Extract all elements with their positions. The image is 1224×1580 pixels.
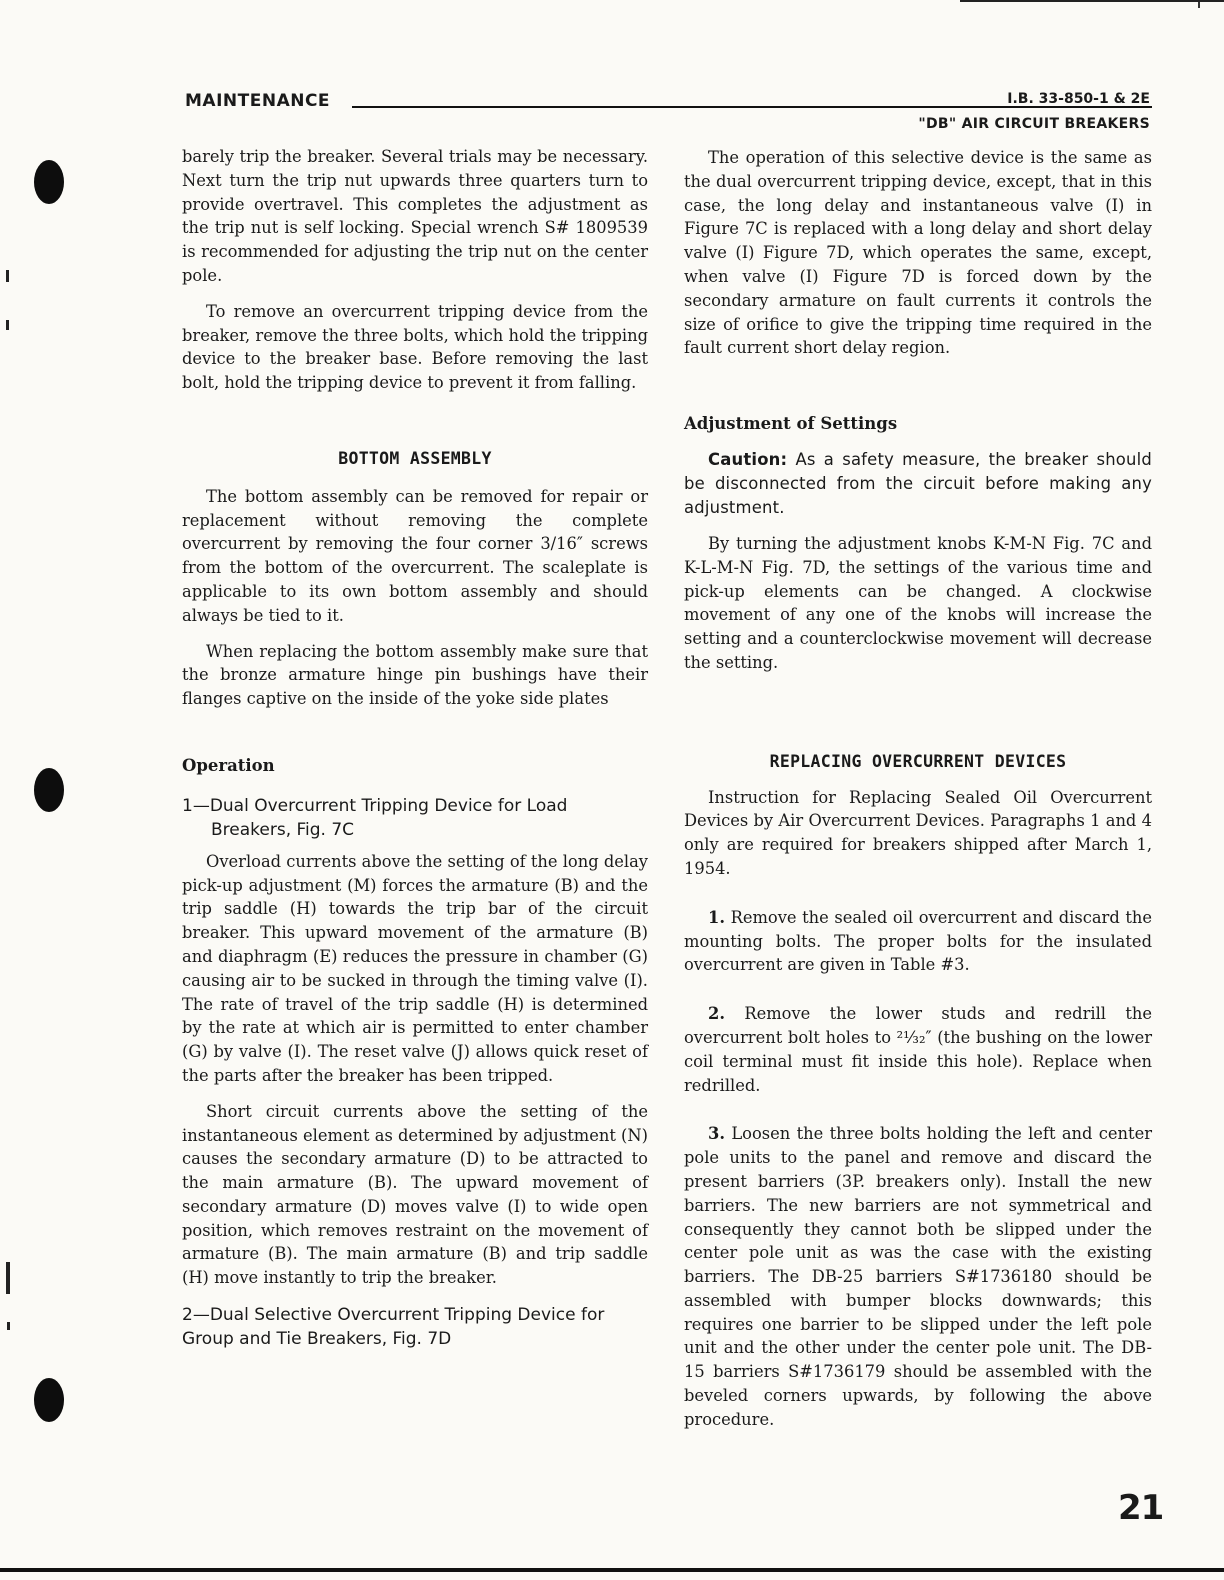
section-header: MAINTENANCE: [185, 91, 331, 111]
binder-hole-1: [34, 160, 64, 204]
paragraph: Instruction for Replacing Sealed Oil Overcurrent Devices by Air Overcurrent Devices. Paragraphs 1 and 4 only are required for breakers shipped after March 1, 1954.: [684, 787, 1152, 878]
right-column: [684, 146, 1152, 1432]
bottom-assembly-heading: BOTTOM ASSEMBLY: [338, 448, 492, 468]
item-number: 2.: [708, 1004, 725, 1024]
paragraph: The bottom assembly can be removed for repair or replacement without removing the complete overcurrent by removing the four corner 3/16″ screws from the bottom of the overcurrent. The scaleplate is applicable to its own bottom assembly and should always be tied to it.: [182, 486, 648, 625]
page-number: 21: [1118, 1488, 1164, 1528]
adjustment-heading: Adjustment of Settings: [684, 414, 898, 434]
paragraph: Overload currents above the setting of the long delay pick-up adjustment (M) forces the armature (B) and the trip saddle (H) towards the trip bar of the circuit breaker. This upward movement of the armature (B) and diaphragm (E) reduces the pressure in chamber (G) causing air to be sucked in through the timing valve (I). The rate of travel of the trip saddle (H) is determined by the rate at which air is permitted to enter chamber (G) by valve (I). The reset valve (J) allows quick reset of the parts after the breaker has been tripped.: [182, 851, 648, 1085]
numbered-paragraph: [684, 906, 1152, 977]
left-column: [182, 145, 648, 1351]
numbered-paragraph: [684, 1122, 1152, 1431]
paragraph: When replacing the bottom assembly make sure that the bronze armature hinge pin bushings have their flanges captive on the inside of the yoke side plates: [182, 641, 648, 709]
item-text: Remove the lower studs and redrill the overcurrent bolt holes to ²¹⁄₃₂″ (the bushing on the lower coil terminal must fit inside this hole). Replace when redrilled.: [684, 1004, 1152, 1095]
margin-speck: [6, 1262, 10, 1294]
top-edge-rule: [960, 0, 1224, 2]
margin-speck: [7, 1322, 10, 1330]
document-id: I.B. 33-850-1 & 2E: [1007, 91, 1150, 107]
subheading-fig-7d: 2—Dual Selective Overcurrent Tripping Device for Group and Tie Breakers, Fig. 7D: [182, 1305, 605, 1350]
paragraph: The operation of this selective device is the same as the dual overcurrent tripping device, except, that in this case, the long delay and instantaneous valve (I) in Figure 7C is replaced with a long delay and short delay valve (I) Figure 7D, which operates the same, except, when valve (I) Figure 7D is forced down by the secondary armature on fault currents it controls the size of orifice to give the tripping time required in the fault current short delay region.: [684, 148, 1152, 358]
margin-speck: [6, 320, 9, 330]
paragraph: By turning the adjustment knobs K-M-N Fig. 7C and K-L-M-N Fig. 7D, the settings of the various time and pick-up elements can be changed. A clockwise movement of any one of the knobs will increase the setting and a counterclockwise movement will decrease the setting.: [684, 533, 1152, 672]
binder-hole-2: [34, 768, 64, 812]
item-text: Loosen the three bolts holding the left and center pole units to the panel and remove and discard the present barriers (3P. breakers only). Install the new barriers. The new barriers are not symmetrical and consequently they cannot both be slipped under the center pole unit as was the case with the existing barriers. The DB-25 barriers S#1736180 should be assembled with bumper blocks downwards; this requires one barrier to be slipped under the left pole unit and the other under the center pole unit. The DB-15 barriers S#1736179 should be assembled with the beveled corners upwards, by following the above procedure.: [684, 1124, 1152, 1429]
bottom-edge-rule: [0, 1568, 1224, 1572]
numbered-paragraph: [684, 1002, 1152, 1097]
caution-label: Caution:: [708, 449, 788, 469]
subheading-fig-7c: 1—Dual Overcurrent Tripping Device for Load Breakers, Fig. 7C: [182, 795, 568, 840]
paragraph: To remove an overcurrent tripping device from the breaker, remove the three bolts, which hold the tripping device to the breaker base. Before removing the last bolt, hold the tripping device to prevent it from falling.: [182, 301, 648, 393]
paragraph: barely trip the breaker. Several trials may be necessary. Next turn the trip nut upwards three quarters turn to provide overtravel. This completes the adjustment as the trip nut is self locking. Special wrench S# 1809539 is recommended for adjusting the trip nut on the center pole.: [182, 147, 648, 285]
caution-note: [684, 448, 1152, 520]
paragraph: Short circuit currents above the setting of the instantaneous element as determined by adjustment (N) causes the secondary armature (D) to be attracted to the main armature (B). The upward movement of secondary armature (D) moves valve (I) to wide open position, which removes restraint on the movement of armature (B). The main armature (B) and trip saddle (H) move instantly to trip the breaker.: [182, 1101, 648, 1288]
item-text: Remove the sealed oil overcurrent and discard the mounting bolts. The proper bolts for the insulated overcurrent are given in Table #3.: [684, 907, 1152, 975]
item-number: 3.: [708, 1124, 725, 1144]
binder-hole-3: [34, 1378, 64, 1422]
top-edge-tick: [1198, 2, 1200, 8]
product-title: "DB" AIR CIRCUIT BREAKERS: [918, 116, 1150, 132]
margin-speck: [6, 270, 9, 282]
replacing-heading: REPLACING OVERCURRENT DEVICES: [769, 751, 1067, 771]
item-number: 1.: [708, 907, 725, 927]
operation-heading: Operation: [182, 755, 275, 775]
caution-text: As a safety measure, the breaker should be disconnected from the circuit before making any adjustment.: [684, 449, 1152, 517]
